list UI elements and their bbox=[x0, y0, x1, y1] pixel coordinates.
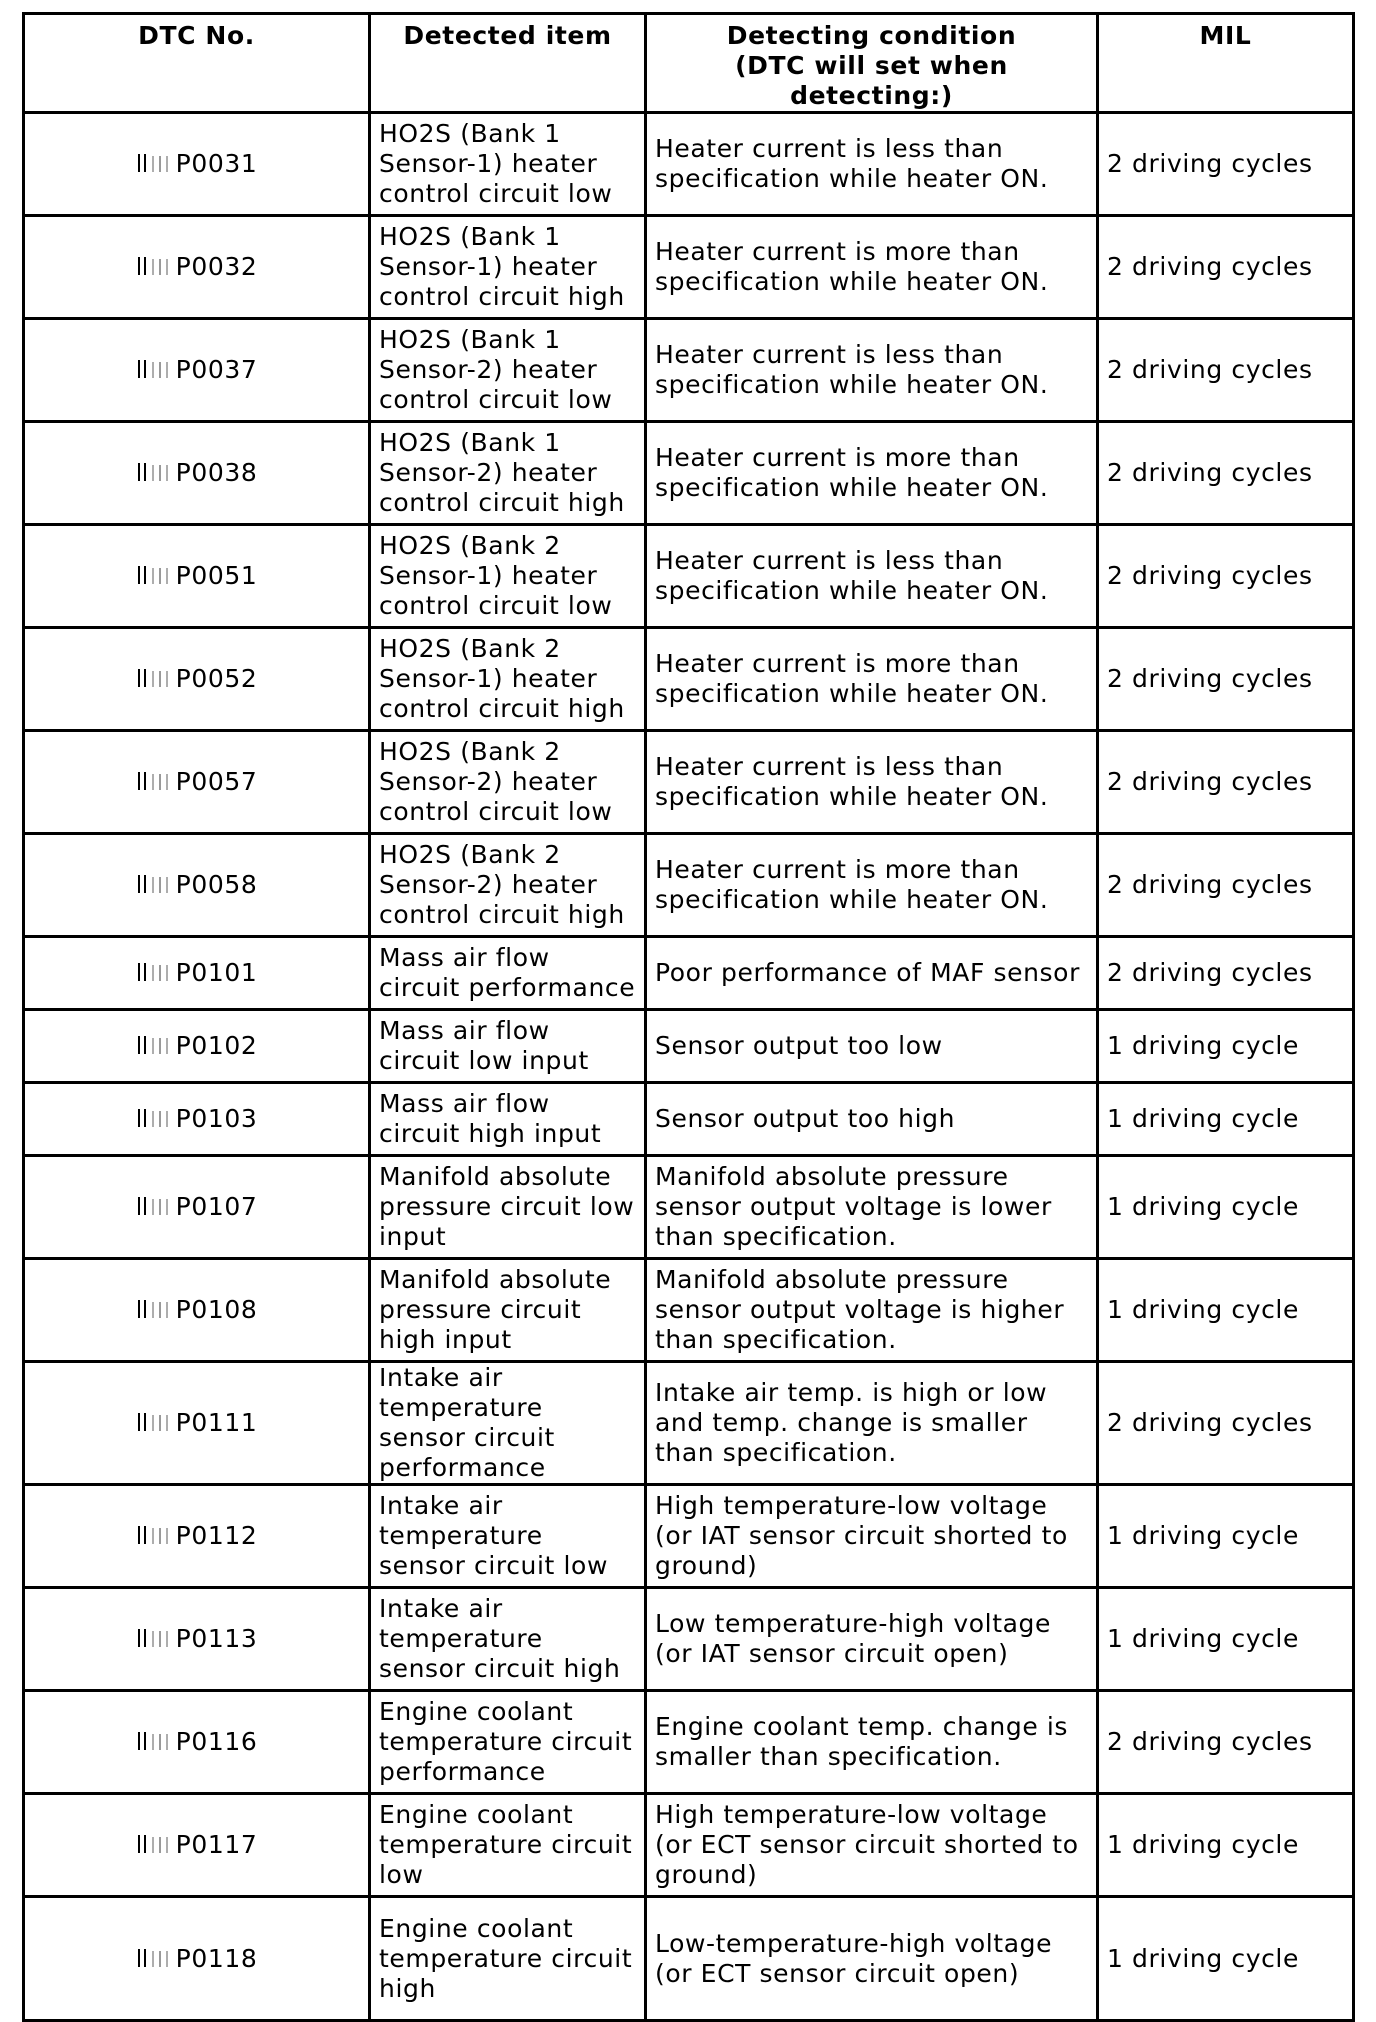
detected-item-cell: Intake air temperature sensor circuit high bbox=[370, 1588, 646, 1691]
detected-item-cell: HO2S (Bank 2 Sensor-2) heater control circuit low bbox=[370, 731, 646, 834]
detected-item-cell: HO2S (Bank 1 Sensor-2) heater control circuit high bbox=[370, 422, 646, 525]
dtc-code-cell bbox=[24, 525, 370, 628]
detected-item-cell: Intake air temperature sensor circuit performance bbox=[370, 1362, 646, 1485]
dtc-code-cell bbox=[24, 1083, 370, 1156]
dtc-code-cell bbox=[24, 319, 370, 422]
dtc-code: P0037 bbox=[175, 355, 258, 384]
table-row bbox=[24, 1083, 1354, 1156]
mil-cell: 2 driving cycles bbox=[1098, 1691, 1354, 1794]
table-row bbox=[24, 1156, 1354, 1259]
dtc-icon bbox=[136, 667, 176, 689]
header-dtc-no: DTC No. bbox=[24, 14, 370, 113]
table-row bbox=[24, 1691, 1354, 1794]
dtc-code-cell bbox=[24, 216, 370, 319]
mil-cell: 1 driving cycle bbox=[1098, 1259, 1354, 1362]
detected-item-cell: Manifold absolute pressure circuit high input bbox=[370, 1259, 646, 1362]
dtc-code: P0112 bbox=[175, 1521, 258, 1550]
dtc-code: P0052 bbox=[175, 664, 258, 693]
table-row bbox=[24, 834, 1354, 937]
detected-item-cell: HO2S (Bank 2 Sensor-2) heater control circuit high bbox=[370, 834, 646, 937]
dtc-icon bbox=[136, 1833, 176, 1855]
dtc-code-cell bbox=[24, 1897, 370, 2021]
table-row bbox=[24, 1362, 1354, 1485]
dtc-code-cell bbox=[24, 1794, 370, 1897]
dtc-icon bbox=[136, 1298, 176, 1320]
header-condition-line2: (DTC will set when detecting:) bbox=[735, 51, 1008, 110]
dtc-code-cell bbox=[24, 628, 370, 731]
condition-cell: Low-temperature-high voltage (or ECT sensor circuit open) bbox=[646, 1897, 1098, 2021]
table-row bbox=[24, 1259, 1354, 1362]
dtc-icon bbox=[136, 1034, 176, 1056]
dtc-icon bbox=[136, 1411, 176, 1433]
mil-cell: 2 driving cycles bbox=[1098, 834, 1354, 937]
mil-cell: 1 driving cycle bbox=[1098, 1156, 1354, 1259]
detected-item-cell: Manifold absolute pressure circuit low input bbox=[370, 1156, 646, 1259]
dtc-code-cell bbox=[24, 731, 370, 834]
table-row bbox=[24, 1010, 1354, 1083]
condition-cell: Engine coolant temp. change is smaller than specification. bbox=[646, 1691, 1098, 1794]
mil-cell: 2 driving cycles bbox=[1098, 628, 1354, 731]
table-row bbox=[24, 937, 1354, 1010]
mil-cell: 2 driving cycles bbox=[1098, 113, 1354, 216]
mil-cell: 1 driving cycle bbox=[1098, 1083, 1354, 1156]
condition-cell: Intake air temp. is high or low and temp. change is smaller than specification. bbox=[646, 1362, 1098, 1485]
condition-cell: Manifold absolute pressure sensor output voltage is lower than specification. bbox=[646, 1156, 1098, 1259]
detected-item-cell: Engine coolant temperature circuit high bbox=[370, 1897, 646, 2021]
header-condition-line1: Detecting condition bbox=[726, 21, 1017, 50]
dtc-table bbox=[22, 12, 1355, 2022]
mil-cell: 1 driving cycle bbox=[1098, 1897, 1354, 2021]
dtc-icon bbox=[136, 1627, 176, 1649]
detected-item-cell: Mass air flow circuit performance bbox=[370, 937, 646, 1010]
detected-item-cell: Engine coolant temperature circuit performance bbox=[370, 1691, 646, 1794]
condition-cell: Low temperature-high voltage (or IAT sensor circuit open) bbox=[646, 1588, 1098, 1691]
detected-item-cell: Mass air flow circuit high input bbox=[370, 1083, 646, 1156]
dtc-code-cell bbox=[24, 422, 370, 525]
condition-cell: Heater current is less than specification while heater ON. bbox=[646, 731, 1098, 834]
table-row bbox=[24, 1485, 1354, 1588]
header-detected-item: Detected item bbox=[370, 14, 646, 113]
dtc-code: P0032 bbox=[175, 252, 258, 281]
condition-cell: Heater current is less than specification while heater ON. bbox=[646, 319, 1098, 422]
dtc-code-cell bbox=[24, 834, 370, 937]
dtc-icon bbox=[136, 1947, 176, 1969]
header-detecting-condition bbox=[646, 14, 1098, 113]
dtc-code: P0116 bbox=[175, 1727, 258, 1756]
table-row bbox=[24, 422, 1354, 525]
condition-cell: Heater current is more than specification while heater ON. bbox=[646, 628, 1098, 731]
dtc-code-cell bbox=[24, 113, 370, 216]
dtc-icon bbox=[136, 1107, 176, 1129]
table-header-row bbox=[24, 14, 1354, 113]
table-row bbox=[24, 628, 1354, 731]
detected-item-cell: Intake air temperature sensor circuit low bbox=[370, 1485, 646, 1588]
condition-cell: High temperature-low voltage (or IAT sensor circuit shorted to ground) bbox=[646, 1485, 1098, 1588]
mil-cell: 2 driving cycles bbox=[1098, 319, 1354, 422]
table-row bbox=[24, 216, 1354, 319]
mil-cell: 1 driving cycle bbox=[1098, 1485, 1354, 1588]
mil-cell: 2 driving cycles bbox=[1098, 422, 1354, 525]
mil-cell: 1 driving cycle bbox=[1098, 1794, 1354, 1897]
dtc-code: P0101 bbox=[175, 958, 258, 987]
condition-cell: Poor performance of MAF sensor bbox=[646, 937, 1098, 1010]
mil-cell: 2 driving cycles bbox=[1098, 731, 1354, 834]
dtc-code: P0058 bbox=[175, 870, 258, 899]
table-row bbox=[24, 731, 1354, 834]
mil-cell: 2 driving cycles bbox=[1098, 525, 1354, 628]
dtc-code: P0111 bbox=[175, 1408, 258, 1437]
dtc-code-cell bbox=[24, 1691, 370, 1794]
dtc-icon bbox=[136, 770, 176, 792]
dtc-code: P0107 bbox=[175, 1192, 258, 1221]
mil-cell: 2 driving cycles bbox=[1098, 937, 1354, 1010]
condition-cell: Heater current is more than specification while heater ON. bbox=[646, 216, 1098, 319]
table-row bbox=[24, 1897, 1354, 2021]
detected-item-cell: Engine coolant temperature circuit low bbox=[370, 1794, 646, 1897]
condition-cell: Sensor output too low bbox=[646, 1010, 1098, 1083]
dtc-icon bbox=[136, 1195, 176, 1217]
dtc-icon bbox=[136, 152, 176, 174]
dtc-code: P0103 bbox=[175, 1104, 258, 1133]
dtc-icon bbox=[136, 873, 176, 895]
mil-cell: 1 driving cycle bbox=[1098, 1010, 1354, 1083]
detected-item-cell: HO2S (Bank 1 Sensor-1) heater control circuit low bbox=[370, 113, 646, 216]
detected-item-cell: HO2S (Bank 2 Sensor-1) heater control circuit low bbox=[370, 525, 646, 628]
dtc-icon bbox=[136, 461, 176, 483]
dtc-icon bbox=[136, 1524, 176, 1546]
condition-cell: High temperature-low voltage (or ECT sensor circuit shorted to ground) bbox=[646, 1794, 1098, 1897]
dtc-code-cell bbox=[24, 1485, 370, 1588]
mil-cell: 1 driving cycle bbox=[1098, 1588, 1354, 1691]
mil-cell: 2 driving cycles bbox=[1098, 1362, 1354, 1485]
dtc-icon bbox=[136, 564, 176, 586]
dtc-code: P0102 bbox=[175, 1031, 258, 1060]
dtc-code: P0057 bbox=[175, 767, 258, 796]
table-row bbox=[24, 319, 1354, 422]
dtc-code: P0113 bbox=[175, 1624, 258, 1653]
dtc-icon bbox=[136, 255, 176, 277]
dtc-code-cell bbox=[24, 1156, 370, 1259]
dtc-icon bbox=[136, 1730, 176, 1752]
table-row bbox=[24, 525, 1354, 628]
dtc-code-cell bbox=[24, 1362, 370, 1485]
condition-cell: Sensor output too high bbox=[646, 1083, 1098, 1156]
dtc-icon bbox=[136, 961, 176, 983]
detected-item-cell: HO2S (Bank 2 Sensor-1) heater control circuit high bbox=[370, 628, 646, 731]
mil-cell: 2 driving cycles bbox=[1098, 216, 1354, 319]
table-row bbox=[24, 113, 1354, 216]
dtc-code-cell bbox=[24, 1259, 370, 1362]
header-mil: MIL bbox=[1098, 14, 1354, 113]
dtc-code: P0038 bbox=[175, 458, 258, 487]
table-row bbox=[24, 1794, 1354, 1897]
dtc-code-cell bbox=[24, 1010, 370, 1083]
detected-item-cell: Mass air flow circuit low input bbox=[370, 1010, 646, 1083]
dtc-icon bbox=[136, 358, 176, 380]
condition-cell: Heater current is more than specification while heater ON. bbox=[646, 422, 1098, 525]
condition-cell: Heater current is more than specification while heater ON. bbox=[646, 834, 1098, 937]
dtc-code: P0118 bbox=[175, 1943, 258, 1973]
table-row bbox=[24, 1588, 1354, 1691]
dtc-code-cell bbox=[24, 937, 370, 1010]
condition-cell: Heater current is less than specification while heater ON. bbox=[646, 525, 1098, 628]
detected-item-cell: HO2S (Bank 1 Sensor-2) heater control circuit low bbox=[370, 319, 646, 422]
dtc-code-cell bbox=[24, 1588, 370, 1691]
dtc-code: P0051 bbox=[175, 561, 258, 590]
dtc-code: P0108 bbox=[175, 1295, 258, 1324]
dtc-code: P0117 bbox=[175, 1830, 258, 1859]
detected-item-cell: HO2S (Bank 1 Sensor-1) heater control circuit high bbox=[370, 216, 646, 319]
condition-cell: Heater current is less than specification while heater ON. bbox=[646, 113, 1098, 216]
dtc-code: P0031 bbox=[175, 149, 258, 178]
condition-cell: Manifold absolute pressure sensor output voltage is higher than specification. bbox=[646, 1259, 1098, 1362]
